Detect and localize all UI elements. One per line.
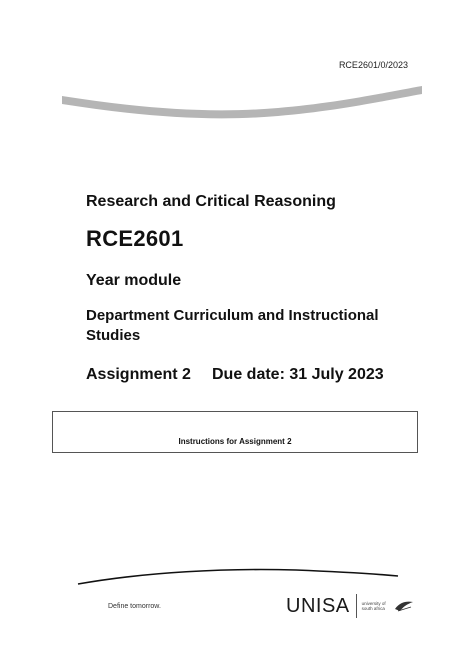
document-code: RCE2601/0/2023 bbox=[338, 60, 408, 70]
department-name: Department Curriculum and Instructional Studies bbox=[86, 307, 379, 344]
logo-divider bbox=[356, 594, 357, 618]
course-title: Research and Critical Reasoning bbox=[86, 193, 336, 210]
unisa-bird-icon bbox=[394, 599, 414, 613]
logo-wordmark: UNISA bbox=[286, 594, 350, 617]
grey-swoosh-decoration bbox=[58, 82, 426, 122]
module-type: Year module bbox=[86, 272, 182, 289]
instructions-text: Instructions for Assignment 2 bbox=[178, 437, 292, 446]
black-swoosh-decoration bbox=[76, 566, 400, 588]
due-date: Due date: 31 July 2023 bbox=[212, 366, 384, 383]
tagline: Define tomorrow. bbox=[108, 603, 161, 610]
logo-subtext: university of south africa bbox=[361, 601, 386, 611]
instructions-box bbox=[52, 411, 418, 453]
assignment-label: Assignment 2 bbox=[86, 366, 191, 383]
unisa-logo bbox=[286, 594, 414, 618]
course-code: RCE2601 bbox=[86, 226, 184, 251]
